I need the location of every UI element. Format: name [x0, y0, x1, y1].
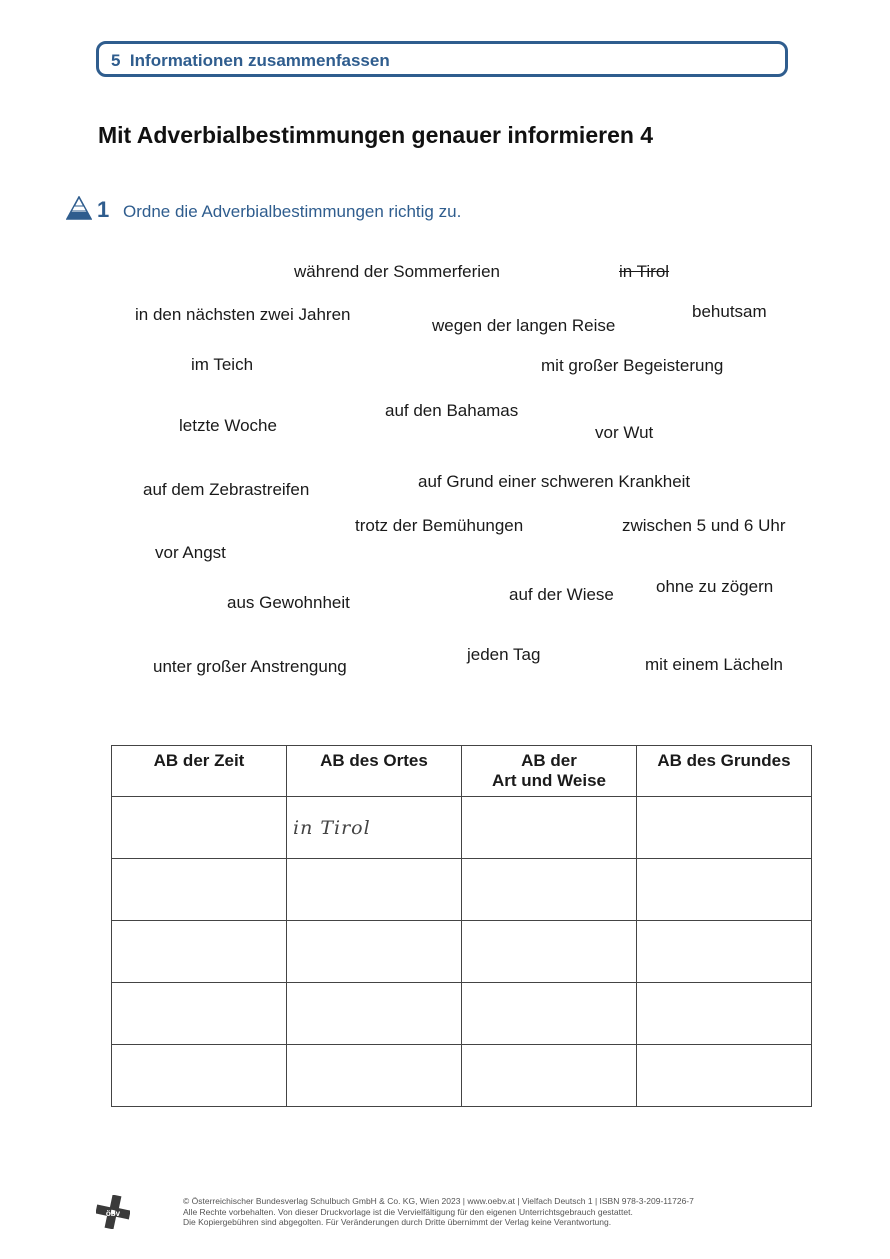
table-row: [112, 859, 812, 921]
table-cell[interactable]: [112, 921, 287, 983]
table-cell[interactable]: [287, 1045, 462, 1107]
table-cell[interactable]: [112, 983, 287, 1045]
table-cell[interactable]: [112, 797, 287, 859]
word-item: im Teich: [191, 355, 254, 374]
word-item: mit großer Begeisterung: [541, 356, 724, 375]
column-header-time: AB der Zeit: [112, 746, 287, 797]
word-item: auf den Bahamas: [385, 401, 519, 420]
footer-line: Die Kopiergebühren sind abgegolten. Für Veränderungen durch Dritte übernimmt der Verlag keine Verantwortung.: [183, 1217, 612, 1227]
footer: [183, 1196, 694, 1228]
publisher-logo: [96, 1195, 130, 1229]
footer-line: Alle Rechte vorbehalten. Von dieser Druckvorlage ist die Vervielfältigung für den eigenen Unterrichtsgebrauch gestattet.: [183, 1206, 633, 1217]
table-cell[interactable]: [637, 859, 812, 921]
chapter-label: [111, 51, 390, 71]
table-cell[interactable]: [287, 921, 462, 983]
table-cell[interactable]: [112, 859, 287, 921]
chapter-title: Informationen zusammenfassen: [129, 51, 390, 70]
table-cell[interactable]: [462, 797, 637, 859]
task-instruction: Ordne die Adverbialbestimmungen richtig zu.: [123, 202, 462, 221]
word-item: letzte Woche: [179, 416, 277, 435]
word-item: mit einem Lächeln: [645, 655, 783, 674]
chapter-header: [96, 41, 788, 77]
table-cell[interactable]: [462, 1045, 637, 1107]
chapter-number: 5: [111, 51, 121, 70]
table-cell[interactable]: [637, 1045, 812, 1107]
word-item: unter großer Anstrengung: [153, 657, 347, 676]
word-item: aus Gewohnheit: [227, 593, 350, 612]
word-item: auf dem Zebrastreifen: [143, 480, 310, 499]
table-header-row: [112, 746, 812, 797]
table-row: [112, 797, 812, 859]
logo-text: öbv: [105, 1209, 121, 1218]
column-header-reason: AB des Grundes: [637, 746, 812, 797]
word-item: auf der Wiese: [509, 585, 614, 604]
table-cell[interactable]: [287, 859, 462, 921]
pyramid-icon: [66, 196, 92, 220]
table-cell[interactable]: [287, 983, 462, 1045]
word-item: jeden Tag: [467, 645, 541, 664]
word-item: behutsam: [692, 302, 767, 321]
page-title: Mit Adverbialbestimmungen genauer informieren 4: [98, 122, 654, 148]
column-header-place: AB des Ortes: [287, 746, 462, 797]
footer-line: © Österreichischer Bundesverlag Schulbuch GmbH & Co. KG, Wien 2023 | www.oebv.at | Vielfach Deutsch 1 | ISBN 978-3-209-11726-7: [183, 1196, 694, 1206]
word-item: auf Grund einer schweren Krankheit: [418, 472, 691, 491]
table-row: [112, 983, 812, 1045]
word-item: während der Sommerferien: [294, 262, 500, 281]
table-cell[interactable]: [462, 983, 637, 1045]
word-item: vor Wut: [595, 423, 654, 442]
word-item-struck: in Tirol: [619, 262, 670, 281]
table-row: [112, 921, 812, 983]
column-header-manner: AB der Art und Weise: [462, 746, 637, 797]
table-row: [112, 1045, 812, 1107]
table-cell[interactable]: [637, 921, 812, 983]
word-item: trotz der Bemühungen: [355, 516, 524, 535]
word-item: wegen der langen Reise: [432, 316, 616, 335]
table-cell[interactable]: [462, 921, 637, 983]
word-item: in den nächsten zwei Jahren: [135, 305, 351, 324]
table-cell[interactable]: [112, 1045, 287, 1107]
task-number: 1: [97, 197, 110, 222]
table-cell[interactable]: [637, 797, 812, 859]
table-cell[interactable]: [637, 983, 812, 1045]
word-item: ohne zu zögern: [656, 577, 774, 596]
sorting-table: [111, 745, 812, 1107]
word-item: vor Angst: [155, 543, 226, 562]
table-cell[interactable]: [462, 859, 637, 921]
word-item: zwischen 5 und 6 Uhr: [622, 516, 786, 535]
table-cell-handwritten[interactable]: in Tirol: [287, 797, 462, 859]
